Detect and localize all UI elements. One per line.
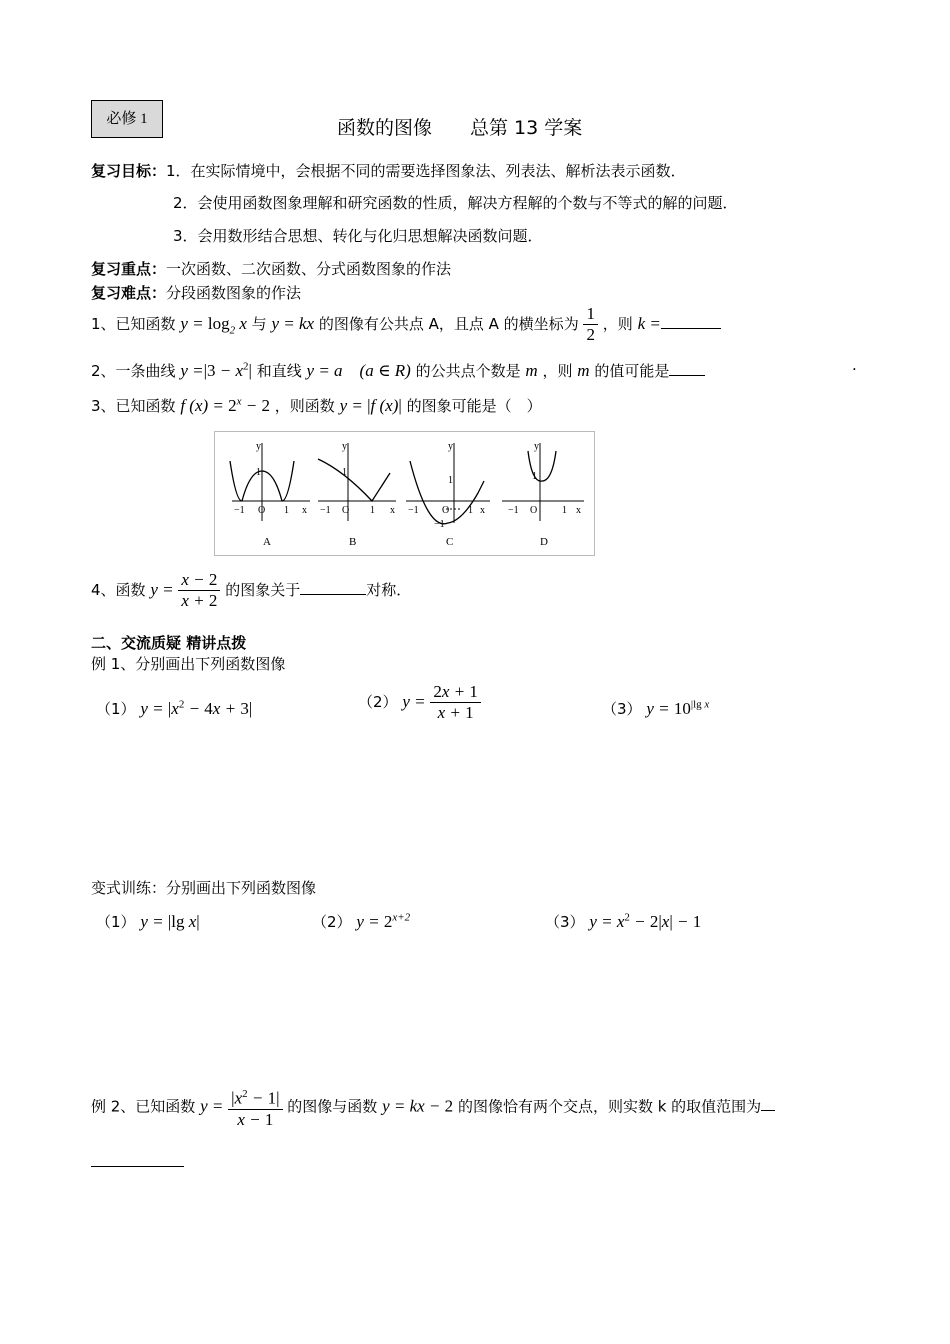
svg-text:y: y <box>342 441 347 452</box>
variant-formula-1: y = |lg x| <box>140 912 200 931</box>
svg-text:−1: −1 <box>234 505 245 516</box>
difficulty-line <box>91 282 301 303</box>
q2-m-var: m <box>525 361 538 380</box>
svg-text:1: 1 <box>448 475 453 486</box>
graph-option-d <box>502 441 584 521</box>
graph-label-c: C <box>446 536 454 548</box>
svg-text:1: 1 <box>532 471 537 482</box>
goals-label: 复习目标： <box>91 162 167 180</box>
question-1 <box>91 304 721 345</box>
difficulty-text: 分段函数图象的作法 <box>166 284 302 302</box>
ex2-line-formula: y = kx − 2 <box>382 1096 454 1116</box>
q2-text-b: 和直线 <box>256 362 302 380</box>
variant-num-1: （1） <box>96 913 136 931</box>
ex1-y-var-2: y = <box>402 692 426 711</box>
variant-num-3: （3） <box>545 913 585 931</box>
svg-text:1: 1 <box>468 505 473 516</box>
svg-text:−1: −1 <box>408 505 419 516</box>
variant-title: 变式训练：分别画出下列函数图像 <box>91 879 317 897</box>
ex2-text-c: 的图像恰有两个交点，则实数 k 的取值范围为 <box>457 1097 762 1116</box>
graph-label-a: A <box>263 536 271 548</box>
ex1-num-3: （3） <box>602 700 642 718</box>
q2-answer-blank[interactable] <box>669 375 705 376</box>
svg-text:x: x <box>302 505 307 516</box>
ex1-formula-1: $y = |x^2 - 4x + 3|$ <box>140 698 253 718</box>
ex1-item-1 <box>96 698 252 719</box>
page-title: 函数的图像 总第 13 学案 <box>337 117 583 139</box>
ex2-fraction: $\frac{|x^2 - 1|}{x - 1}$ <box>228 1084 282 1130</box>
example-2 <box>91 1084 775 1130</box>
focus-text: 一次函数、二次函数、分式函数图象的作法 <box>166 260 452 278</box>
svg-text:1: 1 <box>562 505 567 516</box>
q1-fraction-half: $\frac{1}{2}$ <box>583 304 598 345</box>
q1-answer-blank[interactable] <box>661 328 721 329</box>
focus-label: 复习重点： <box>91 260 167 278</box>
svg-text:−1: −1 <box>508 505 519 516</box>
svg-text:−1: −1 <box>320 505 331 516</box>
q1-text-b: 与 <box>251 315 267 333</box>
ex2-text-a: 例 2、已知函数 <box>91 1097 196 1116</box>
variant-formula-3: $y = x^2 - 2|x| - 1$ <box>589 911 702 931</box>
ex2-answer-blank-continued[interactable] <box>91 1166 184 1167</box>
q1-k-var: k = <box>637 314 661 333</box>
q2-curve-formula: $y =|3 - x^2|$ <box>180 360 252 380</box>
section-2-heading: 二、交流质疑 精讲点拨 <box>91 634 247 652</box>
q3-abs-formula: y = |f (x)| <box>339 396 402 415</box>
svg-text:x: x <box>480 505 485 516</box>
ex1-formula-3: $y = 10^{|lg x}$ <box>646 698 710 718</box>
ex1-num-1: （1） <box>96 700 136 718</box>
ex1-item-2 <box>358 682 481 723</box>
q4-answer-blank[interactable] <box>300 594 366 595</box>
q3-text-b: ，则函数 <box>274 397 335 415</box>
ex1-formula-2: $\frac{2x + 1}{x + 1}$ <box>430 682 481 723</box>
ex2-answer-blank-start[interactable] <box>761 1110 775 1111</box>
svg-text:x: x <box>390 505 395 516</box>
variant-item-3 <box>545 911 701 932</box>
question-2 <box>91 356 705 381</box>
ex2-y-var: y = <box>200 1096 224 1116</box>
variant-num-2: （2） <box>312 913 352 931</box>
graph-label-d: D <box>540 536 548 548</box>
q1-formula-log: $y = \log_2 x$ <box>180 314 247 337</box>
q1-formula-linear: y = kx <box>271 314 315 333</box>
svg-text:O: O <box>442 505 450 516</box>
q3-text-c: 的图象可能是（ ） <box>406 397 542 415</box>
goal-3: 3．会用数形结合思想、转化与化归思想解决函数问题． <box>173 227 543 245</box>
course-tag: 必修 1 <box>91 100 163 138</box>
q2-m-var-2: m <box>577 361 590 380</box>
question-4 <box>91 570 411 611</box>
q4-text-b: 的图象关于 <box>225 581 301 599</box>
q1-text-a: 1、已知函数 <box>91 315 176 333</box>
svg-text:O: O <box>258 505 266 516</box>
graph-option-c <box>406 441 490 530</box>
ex2-text-b: 的图像与函数 <box>287 1097 378 1116</box>
q3-graph-options <box>214 431 596 556</box>
svg-text:1: 1 <box>284 505 289 516</box>
svg-text:x: x <box>576 505 581 516</box>
q2-text-a: 2、一条曲线 <box>91 362 176 380</box>
q1-text-d: ，则 <box>602 315 633 333</box>
goal-2: 2．会使用函数图象理解和研究函数的性质，解决方程解的个数与不等式的解的问题． <box>173 194 738 212</box>
svg-text:O: O <box>342 505 350 516</box>
svg-text:y: y <box>448 441 453 452</box>
q4-text-a: 4、函数 <box>91 581 146 599</box>
q2-text-e: 的值可能是 <box>594 362 670 380</box>
q3-text-a: 3、已知函数 <box>91 397 176 415</box>
variant-item-2 <box>312 911 410 932</box>
q4-y-var: y = <box>150 580 174 599</box>
variant-item-1 <box>96 911 200 932</box>
graph-option-b <box>318 441 396 521</box>
svg-text:1: 1 <box>342 467 347 478</box>
example-1-title: 例 1、分别画出下列函数图像 <box>91 655 286 673</box>
difficulty-label: 复习难点： <box>91 284 167 302</box>
q2-line-formula: y = a (a ∈ R) <box>306 361 411 380</box>
q3-f-formula: f $(x) = 2^x - 2$ <box>180 395 271 415</box>
q1-text-c: 的图像有公共点 A，且点 A 的横坐标为 <box>318 315 579 333</box>
svg-text:y: y <box>256 441 261 452</box>
ex1-item-3 <box>602 698 709 719</box>
ex1-num-2: （2） <box>358 693 398 711</box>
svg-text:1: 1 <box>370 505 375 516</box>
goals-block <box>91 160 686 181</box>
q2-text-c: 的公共点个数是 <box>415 362 521 380</box>
q2-text-d: ，则 <box>542 362 573 380</box>
graph-label-b: B <box>349 536 357 548</box>
variant-formula-2: $y = 2^{x+2}$ <box>356 911 411 931</box>
question-3 <box>91 395 542 416</box>
q2-trailing-dot: . <box>852 356 857 374</box>
svg-text:−1: −1 <box>434 519 445 530</box>
svg-text:y: y <box>534 441 539 452</box>
focus-line <box>91 258 451 279</box>
svg-text:O: O <box>530 505 538 516</box>
q4-text-c: 对称． <box>366 581 412 599</box>
q4-fraction: $\frac{x - 2}{x + 2}$ <box>178 570 220 611</box>
svg-text:1: 1 <box>256 467 261 478</box>
graph-option-a <box>230 441 310 521</box>
goal-1: 1．在实际情境中，会根据不同的需要选择图象法、列表法、解析法表示函数． <box>166 162 686 180</box>
